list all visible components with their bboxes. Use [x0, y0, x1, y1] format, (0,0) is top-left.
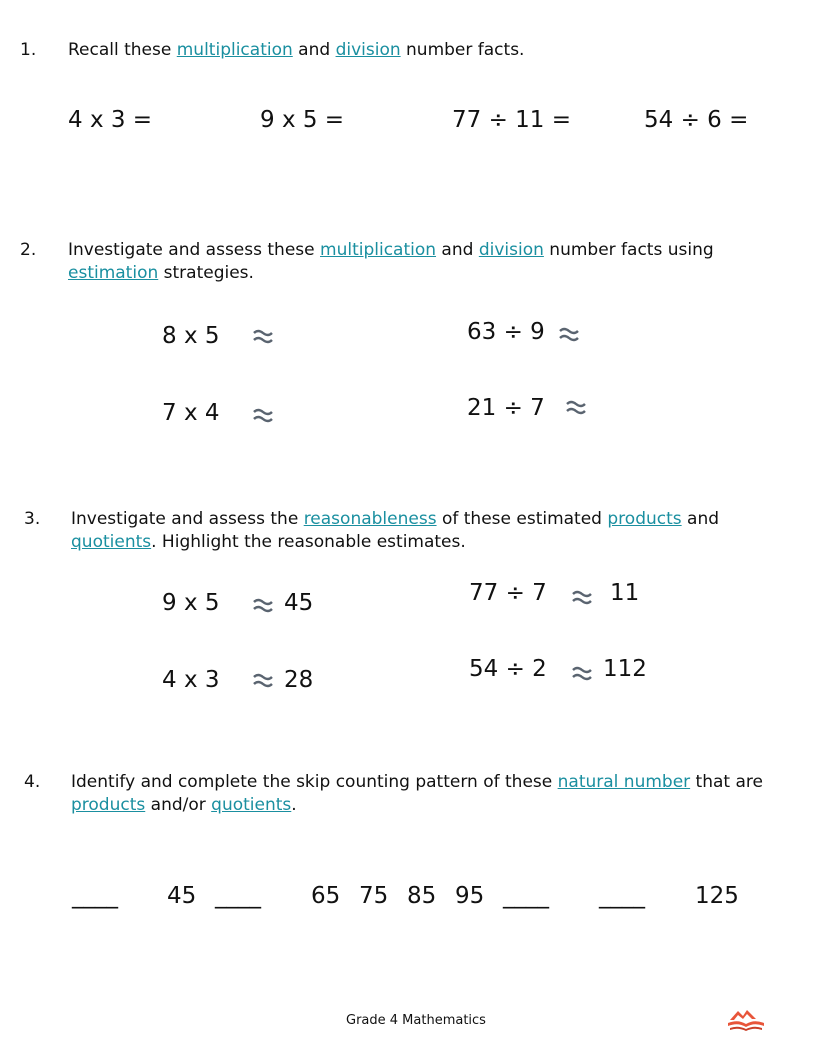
question-1-prompt: [68, 39, 524, 62]
prompt-text: number facts using: [543, 240, 714, 260]
prompt-text: and: [681, 509, 720, 529]
prompt-text: Investigate and assess the: [71, 509, 304, 529]
prompt-text: Identify and complete the skip counting pattern of these: [71, 772, 558, 792]
question-2-prompt: [68, 239, 714, 285]
sequence-number: 95: [455, 883, 485, 909]
approximately-equal-icon: [252, 406, 274, 424]
question-3-prompt: [71, 508, 719, 554]
sequence-number: 75: [359, 883, 389, 909]
prompt-text: of these estimated: [436, 509, 608, 529]
term-link-products[interactable]: products: [71, 795, 146, 815]
question-3-number: 3.: [24, 509, 41, 529]
approximately-equal-icon: [252, 327, 274, 345]
prompt-text: Investigate and assess these: [68, 240, 321, 260]
term-link-quotients[interactable]: quotients: [71, 532, 152, 552]
q2-fact: 63 ÷ 9: [467, 319, 545, 345]
q3-expression: 54 ÷ 2: [469, 656, 547, 682]
approximately-equal-icon: [558, 325, 580, 343]
question-4-prompt: [71, 771, 763, 817]
sequence-number: 85: [407, 883, 437, 909]
term-link-division[interactable]: division: [335, 40, 401, 60]
sequence-blank[interactable]: ____: [503, 883, 549, 909]
approximately-equal-icon: [571, 664, 593, 682]
question-1-number: 1.: [20, 40, 37, 60]
q1-fact: 9 x 5 =: [260, 107, 345, 133]
prompt-text: and/or: [145, 795, 212, 815]
prompt-text: and: [292, 40, 336, 60]
question-2-number: 2.: [20, 240, 37, 260]
term-link-quotients[interactable]: quotients: [211, 795, 292, 815]
sequence-blank[interactable]: ____: [215, 883, 261, 909]
prompt-text: number facts.: [400, 40, 525, 60]
term-link-products[interactable]: products: [607, 509, 682, 529]
sequence-blank[interactable]: ____: [599, 883, 645, 909]
q3-estimate[interactable]: 112: [603, 656, 647, 682]
q2-fact: 8 x 5: [162, 323, 220, 349]
prompt-text: Recall these: [68, 40, 177, 60]
term-link-multiplication[interactable]: multiplication: [320, 240, 437, 260]
approximately-equal-icon: [565, 398, 587, 416]
approximately-equal-icon: [571, 588, 593, 606]
prompt-text: that are: [690, 772, 763, 792]
q3-estimate[interactable]: 45: [284, 590, 314, 616]
sequence-number: 45: [167, 883, 197, 909]
q2-fact: 7 x 4: [162, 400, 220, 426]
footer-label: Grade 4 Mathematics: [346, 1013, 486, 1028]
q1-fact: 54 ÷ 6 =: [644, 107, 749, 133]
q2-fact: 21 ÷ 7: [467, 395, 545, 421]
term-link-natural-number[interactable]: natural number: [557, 772, 691, 792]
q3-estimate[interactable]: 11: [610, 580, 640, 606]
prompt-text: .: [291, 795, 297, 815]
book-mountain-logo-icon: [726, 1004, 766, 1032]
q3-expression: 77 ÷ 7: [469, 580, 547, 606]
sequence-number: 125: [695, 883, 739, 909]
sequence-number: 65: [311, 883, 341, 909]
prompt-text: strategies.: [158, 263, 254, 283]
term-link-estimation[interactable]: estimation: [68, 263, 159, 283]
term-link-division[interactable]: division: [478, 240, 544, 260]
q3-estimate[interactable]: 28: [284, 667, 314, 693]
prompt-text: . Highlight the reasonable estimates.: [151, 532, 466, 552]
term-link-multiplication[interactable]: multiplication: [176, 40, 293, 60]
term-link-reasonableness[interactable]: reasonableness: [303, 509, 437, 529]
approximately-equal-icon: [252, 596, 274, 614]
q1-fact: 77 ÷ 11 =: [452, 107, 572, 133]
q3-expression: 4 x 3: [162, 667, 220, 693]
sequence-blank[interactable]: ____: [72, 883, 118, 909]
q1-fact: 4 x 3 =: [68, 107, 153, 133]
question-4-number: 4.: [24, 772, 41, 792]
prompt-text: and: [436, 240, 479, 260]
q3-expression: 9 x 5: [162, 590, 220, 616]
approximately-equal-icon: [252, 671, 274, 689]
